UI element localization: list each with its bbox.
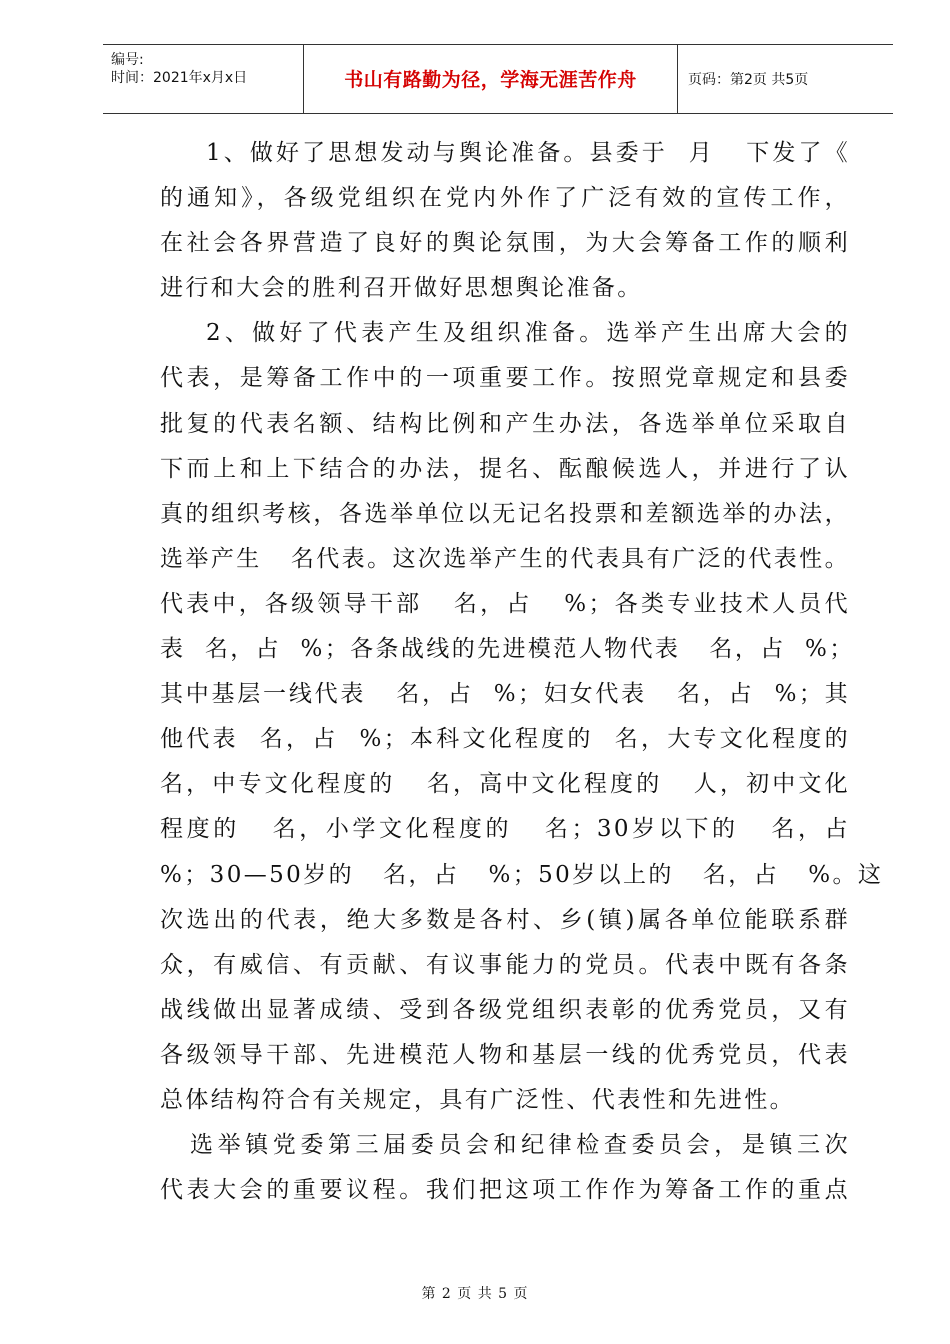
code-label: 编号: [111, 52, 144, 68]
paragraph-line: 表 名，占 %；各条战线的先进模范人物代表 名，占 %； [160, 636, 855, 663]
paragraph-line: 真的组织考核，各选举单位以无记名投票和差额选举的办法， [160, 500, 850, 527]
paragraph-line: 各级领导干部、先进模范人物和基层一线的优秀党员，代表 [160, 1041, 850, 1068]
paragraph-line: 总体结构符合有关规定，具有广泛性、代表性和先进性。 [160, 1086, 795, 1113]
paragraph-line: 其中基层一线代表 名，占 %；妇女代表 名，占 %；其 [160, 681, 850, 708]
paragraph-line: 众，有威信、有贡献、有议事能力的党员。代表中既有各条 [160, 951, 850, 978]
paragraph-line: 在社会各界营造了良好的舆论氛围，为大会筹备工作的顺利 [160, 230, 850, 257]
paragraph-line: 代表，是筹备工作中的一项重要工作。按照党章规定和县委 [160, 365, 850, 392]
paragraph-line: 代表大会的重要议程。我们把这项工作作为筹备工作的重点 [160, 1177, 850, 1204]
time-label: 时间：2021年x月x日 [111, 70, 248, 86]
header-page-info: 页码：第2页 共5页 [688, 72, 809, 88]
document-body [160, 131, 884, 1213]
paragraph-line: 次选出的代表，绝大多数是各村、乡(镇)属各单位能联系群 [160, 906, 850, 933]
paragraph-line: 他代表 名，占 %；本科文化程度的 名，大专文化程度的 [160, 726, 850, 753]
document-header [103, 44, 893, 114]
paragraph-line: 2、做好了代表产生及组织准备。选举产生出席大会的 [206, 320, 850, 347]
header-motto-cell [304, 45, 678, 113]
paragraph-line: 批复的代表名额、结构比例和产生办法，各选举单位采取自 [160, 410, 850, 437]
paragraph-line: 下而上和上下结合的办法，提名、酝酿候选人，并进行了认 [160, 455, 850, 482]
paragraph-line: 选举镇党委第三届委员会和纪律检查委员会，是镇三次 [190, 1132, 850, 1159]
motto-text: 书山有路勤为径，学海无涯苦作舟 [344, 69, 637, 91]
paragraph-line: 代表中，各级领导干部 名，占 %；各类专业技术人员代 [160, 590, 850, 617]
paragraph-line: %；30—50岁的 名，占 %；50岁以上的 名，占 %。这 [160, 861, 884, 888]
paragraph-line: 战线做出显著成绩、受到各级党组织表彰的优秀党员，又有 [160, 996, 850, 1023]
paragraph-line: 1、做好了思想发动与舆论准备。县委于 月 下发了《 [206, 140, 850, 166]
paragraph-line: 的通知》，各级党组织在党内外作了广泛有效的宣传工作， [160, 185, 850, 212]
page-footer: 第 2 页 共 5 页 [421, 1286, 529, 1302]
paragraph-line: 名，中专文化程度的 名，高中文化程度的 人，初中文化 [160, 771, 850, 798]
header-page-cell [678, 45, 893, 113]
paragraph-line: 进行和大会的胜利召开做好思想舆论准备。 [160, 275, 643, 302]
paragraph-line: 程度的 名，小学文化程度的 名；30岁以下的 名，占 [160, 816, 850, 843]
header-meta-cell [103, 45, 304, 113]
paragraph-line: 选举产生 名代表。这次选举产生的代表具有广泛的代表性。 [160, 545, 850, 572]
